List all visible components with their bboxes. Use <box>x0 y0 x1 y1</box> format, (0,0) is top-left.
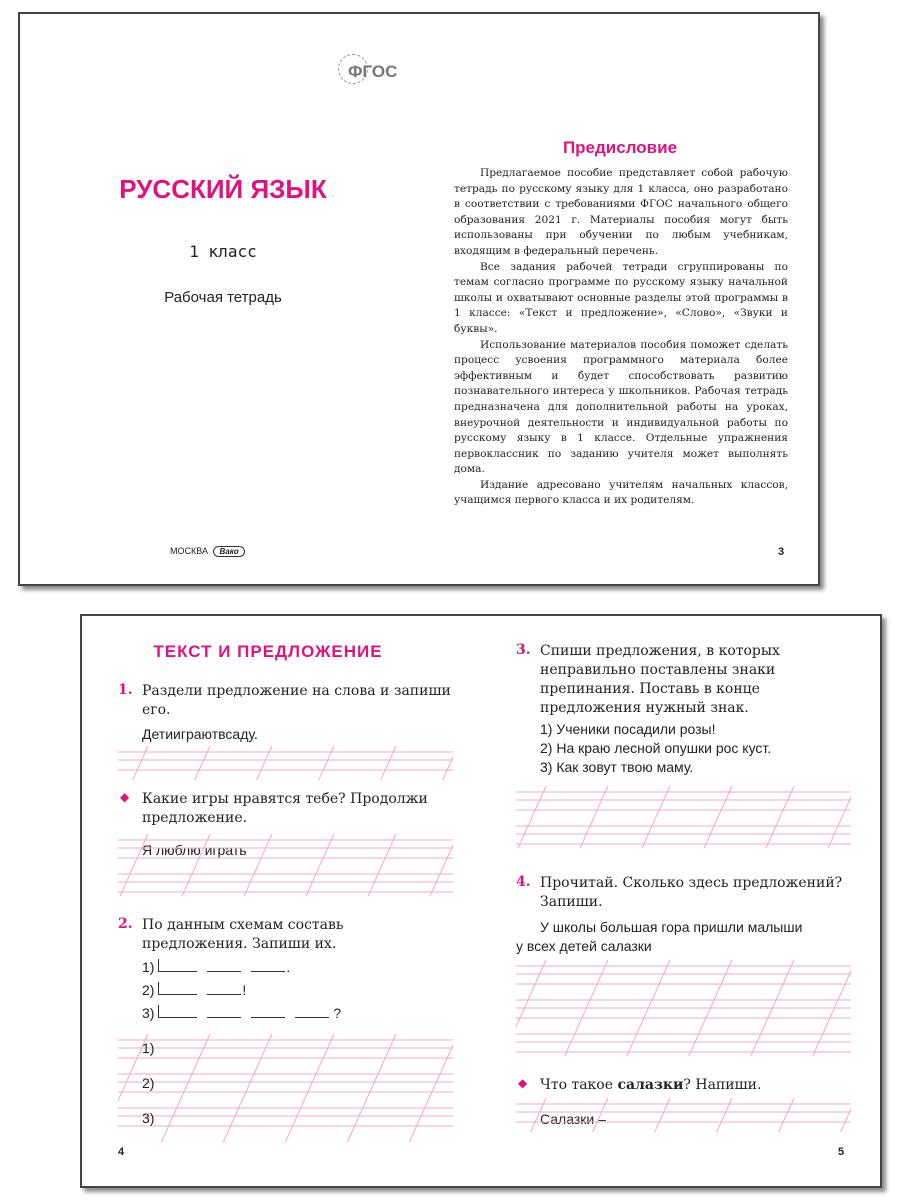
slant-line <box>430 834 453 896</box>
preface-paragraph: Издание адресовано учителям начальных классов, учащимся первого класса и их родителям. <box>454 478 788 507</box>
publisher-line <box>170 546 245 557</box>
bonus-task-1 <box>118 790 453 828</box>
slant-line <box>443 746 453 780</box>
answer-label: 1) <box>142 1040 155 1056</box>
preface-paragraph: Предлагаемое пособие представляет собой рабочую тетрадь по русскому языку для 1 класса, оно разработано в соответствии с требованиями ФГОС начального общего образования 2021 г. Материалы пособия могут быть использованы при обучении по любым учебникам, входящим в федеральный перечень. <box>454 167 788 257</box>
right-page <box>516 616 851 1186</box>
list-item: 2) На краю лесной опушки рос куст. <box>540 740 772 756</box>
task-3 <box>516 642 851 777</box>
task-text: Спиши предложения, в которых неправильно поставлены знаки препинания. Поставь в конце предложения нужный знак. <box>540 643 780 716</box>
diamond-bullet-icon: ◆ <box>120 790 130 804</box>
task-number: 1. <box>118 682 133 698</box>
task-text: По данным схемам составь предложения. Запиши их. <box>142 917 344 952</box>
slant-line <box>828 786 851 848</box>
sentence-scheme: 2) ! <box>142 982 247 998</box>
workbook-spread <box>80 614 882 1188</box>
slant-line <box>518 786 546 848</box>
title-spread <box>18 12 820 586</box>
book-title: РУССКИЙ ЯЗЫК <box>119 174 327 204</box>
preface-title: Предисловие <box>562 138 678 157</box>
task-text: Что такое салазки? Напиши. <box>540 1077 762 1093</box>
task-sample: У школы большая гора пришли малыши <box>540 919 803 935</box>
sentence-scheme: 1) . <box>142 959 291 975</box>
task-number: 2. <box>118 916 133 932</box>
section-title: ТЕКСТ И ПРЕДЛОЖЕНИЕ <box>153 642 383 661</box>
task-text: Прочитай. Сколько здесь предложений? Запиши. <box>540 875 843 910</box>
task-text: Раздели предложение на слова и запиши его. <box>142 683 451 718</box>
task-1 <box>118 682 453 744</box>
answer-label: 3) <box>142 1110 155 1126</box>
writing-lines[interactable] <box>118 834 453 896</box>
slant-line <box>766 786 794 848</box>
slant-line <box>195 746 210 780</box>
task-4 <box>516 874 851 956</box>
slant-line <box>133 746 148 780</box>
task-number: 4. <box>516 874 531 890</box>
slant-line <box>257 746 272 780</box>
slant-line <box>717 1098 732 1132</box>
slant-line <box>182 834 210 896</box>
preface-text <box>454 166 788 509</box>
bonus-task-2 <box>516 1076 851 1095</box>
slant-line <box>642 786 670 848</box>
slant-line <box>531 1098 546 1132</box>
fgos-logo: ФГОС <box>336 52 396 88</box>
slant-line <box>306 834 334 896</box>
book-subtitle: Рабочая тетрадь <box>164 289 282 306</box>
slant-line <box>593 1098 608 1132</box>
page-number: 5 <box>838 1146 845 1158</box>
preface-paragraph: Использование материалов пособия поможет сделать процесс усвоения программного материала более эффективным и будет способствовать развитию познавательного интереса у школьников. Рабочая тетрадь предназначена для дополнительной работы на уроках, внеурочной деятельности и индивидуальной работы по русскому языку в 1 классе. Отдельные упражнения первоклассник по заданию учителя может выполнять дома. <box>454 338 788 476</box>
list-item: 3) Как зовут твою маму. <box>540 759 694 775</box>
slant-line <box>319 746 334 780</box>
task-sample: Я люблю играть <box>142 842 247 858</box>
task-number: 3. <box>516 642 531 658</box>
writing-lines[interactable] <box>516 960 851 1056</box>
publisher-logo: Вако <box>213 546 244 557</box>
slant-line <box>381 746 396 780</box>
page-number: 4 <box>118 1146 125 1158</box>
task-sample: Салазки – <box>540 1111 606 1127</box>
list-item: 1) Ученики посадили розы! <box>540 721 716 737</box>
left-page <box>118 616 453 1186</box>
slant-line <box>580 786 608 848</box>
writing-lines[interactable] <box>516 786 851 848</box>
slant-line <box>244 834 272 896</box>
writing-lines[interactable] <box>516 1098 851 1132</box>
publisher-city: МОСКВА <box>170 546 208 556</box>
sentence-scheme: 3) ? <box>142 1005 342 1021</box>
slant-line <box>368 834 396 896</box>
diamond-bullet-icon: ◆ <box>518 1076 528 1090</box>
slant-line <box>704 786 732 848</box>
book-grade: 1 класс <box>189 242 257 261</box>
preface-paragraph: Все задания рабочей тетради сгруппированы по темам согласно программе по русскому языку начальной школы и охватывают основные разделы этой программы в 1 классе: «Текст и предложение», «Слово», «Звуки и буквы». <box>454 260 788 335</box>
slant-line <box>841 1098 851 1132</box>
writing-lines[interactable] <box>118 1034 453 1142</box>
slant-line <box>120 834 148 896</box>
task-text: Какие игры нравятся тебе? Продолжи предложение. <box>142 791 428 826</box>
task-sample: у всех детей салазки <box>516 938 652 954</box>
slant-line <box>655 1098 670 1132</box>
writing-lines[interactable] <box>118 746 453 780</box>
page-number: 3 <box>778 546 785 558</box>
task-2 <box>118 916 453 1025</box>
slant-line <box>779 1098 794 1132</box>
task-sample: Детииграютвсаду. <box>142 726 258 742</box>
answer-label: 2) <box>142 1075 155 1091</box>
